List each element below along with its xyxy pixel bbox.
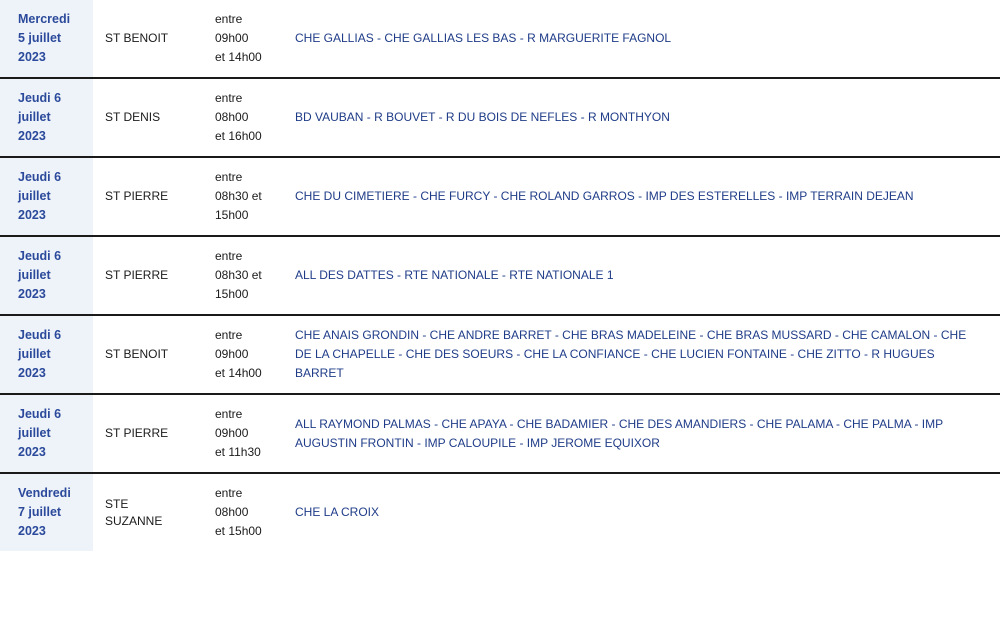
cell-city [93, 0, 203, 78]
cell-time-range [203, 315, 293, 394]
table-row [0, 157, 1000, 236]
date-line: Jeudi 6 [18, 328, 62, 342]
city-line: SUZANNE [105, 513, 163, 528]
cell-time-range [203, 394, 293, 473]
cell-city [93, 394, 203, 473]
time-line: entre [215, 12, 243, 26]
cell-city [93, 236, 203, 315]
date-line: Jeudi 6 [18, 91, 62, 105]
date-line: 7 juillet [18, 505, 62, 519]
cell-streets: BD VAUBAN - R BOUVET - R DU BOIS DE NEFLES - R MONTHYON [295, 110, 670, 124]
date-line: Vendredi [18, 486, 71, 500]
cell-date [0, 236, 93, 315]
cell-time-range [203, 0, 293, 78]
date-line: Jeudi 6 [18, 407, 62, 421]
time-line: 08h00 [215, 110, 249, 124]
time-line: 09h00 [215, 426, 249, 440]
date-line: Jeudi 6 [18, 249, 62, 263]
cell-time-range [203, 78, 293, 157]
time-line: et 14h00 [215, 50, 262, 64]
cell-streets: CHE GALLIAS - CHE GALLIAS LES BAS - R MARGUERITE FAGNOL [295, 31, 672, 45]
time-line: 08h30 et [215, 268, 262, 282]
cell-city [93, 473, 203, 551]
city-line: ST PIERRE [105, 426, 169, 440]
date-line: juillet [18, 110, 51, 124]
date-line: 2023 [18, 208, 46, 222]
date-line: 2023 [18, 287, 46, 301]
cell-time-range [203, 157, 293, 236]
cell-city [93, 157, 203, 236]
time-line: entre [215, 91, 243, 105]
date-line: 2023 [18, 445, 46, 459]
city-line: STE [105, 496, 129, 511]
time-line: entre [215, 170, 243, 184]
cell-date [0, 394, 93, 473]
cell-streets: CHE DU CIMETIERE - CHE FURCY - CHE ROLAND GARROS - IMP DES ESTERELLES - IMP TERRAIN DEJEAN [295, 189, 914, 203]
cell-streets: ALL DES DATTES - RTE NATIONALE - RTE NATIONALE 1 [295, 268, 614, 282]
cell-streets: CHE LA CROIX [295, 505, 380, 519]
table-row [0, 236, 1000, 315]
cell-city [93, 78, 203, 157]
date-line: juillet [18, 268, 51, 282]
cell-date [0, 473, 93, 551]
date-line: 2023 [18, 366, 46, 380]
table-row [0, 78, 1000, 157]
time-line: 08h00 [215, 505, 249, 519]
city-line: ST DENIS [105, 110, 161, 124]
time-line: et 11h30 [215, 445, 261, 459]
date-line: 2023 [18, 524, 46, 538]
cell-date [0, 157, 93, 236]
table-row [0, 315, 1000, 394]
time-line: 08h30 et [215, 189, 262, 203]
time-line: 09h00 [215, 347, 249, 361]
time-line: et 15h00 [215, 524, 262, 538]
date-line: juillet [18, 426, 51, 440]
cell-time-range [203, 473, 293, 551]
date-line: juillet [18, 347, 51, 361]
cell-streets: CHE ANAIS GRONDIN - CHE ANDRE BARRET - CHE BRAS MADELEINE - CHE BRAS MUSSARD - CHE CAMALON - CHE DE LA CHAPELLE - CHE DES SOEURS - CHE LA CONFIANCE - CHE LUCIEN FONTAINE - CHE ZITTO - R HUGUES BARRET [295, 328, 967, 380]
time-line: 15h00 [215, 287, 249, 301]
time-line: et 14h00 [215, 366, 262, 380]
time-line: entre [215, 328, 243, 342]
table-row [0, 0, 1000, 78]
time-line: et 16h00 [215, 129, 262, 143]
cell-date [0, 78, 93, 157]
date-line: 2023 [18, 50, 46, 64]
time-line: entre [215, 249, 243, 263]
city-line: ST BENOIT [105, 347, 169, 361]
table-row [0, 473, 1000, 551]
date-line: juillet [18, 189, 51, 203]
date-line: Jeudi 6 [18, 170, 62, 184]
time-line: entre [215, 486, 243, 500]
date-line: 2023 [18, 129, 46, 143]
cell-city [93, 315, 203, 394]
city-line: ST PIERRE [105, 189, 169, 203]
time-line: 09h00 [215, 31, 249, 45]
cell-streets: ALL RAYMOND PALMAS - CHE APAYA - CHE BADAMIER - CHE DES AMANDIERS - CHE PALAMA - CHE PALMA - IMP AUGUSTIN FRONTIN - IMP CALOUPILE - IMP JEROME EQUIXOR [295, 416, 943, 450]
cell-time-range [203, 236, 293, 315]
date-line: 5 juillet [18, 31, 62, 45]
cell-date [0, 315, 93, 394]
cell-date [0, 0, 93, 78]
city-line: ST BENOIT [105, 31, 169, 45]
date-line: Mercredi [18, 12, 71, 26]
time-line: entre [215, 407, 243, 421]
time-line: 15h00 [215, 208, 249, 222]
table-row [0, 394, 1000, 473]
city-line: ST PIERRE [105, 268, 169, 282]
